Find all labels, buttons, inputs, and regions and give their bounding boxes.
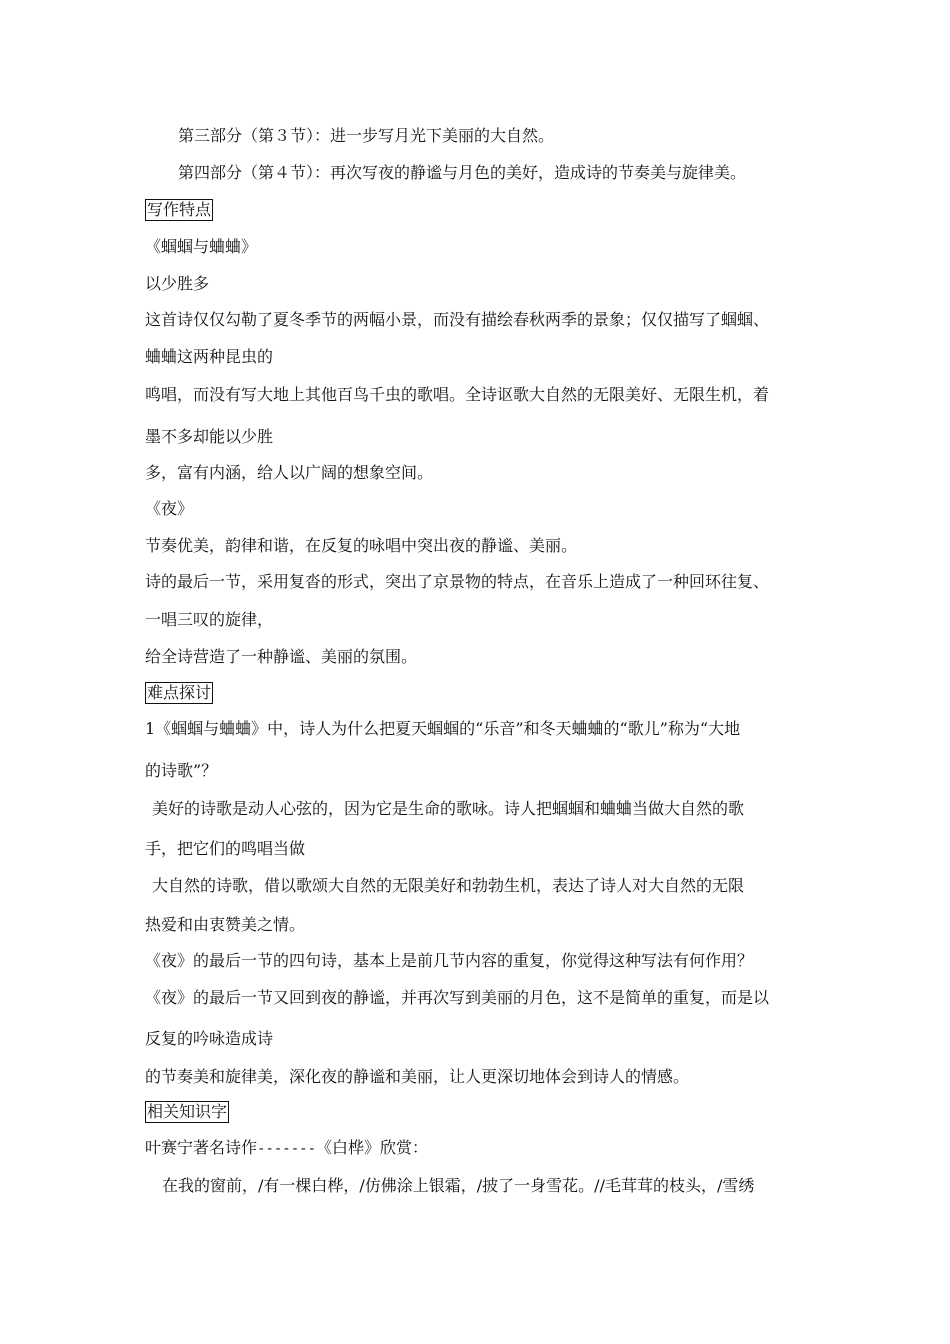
- paragraph-line: 诗的最后一节，采用复沓的形式，突出了京景物的特点，在音乐上造成了一种回环往复、: [145, 572, 770, 591]
- answer-line: 《夜》的最后一节又回到夜的静谧，并再次写到美丽的月色，这不是简单的重复，而是以: [145, 988, 770, 1007]
- paragraph-line: 第三部分（第３节）：进一步写月光下美丽的大自然。: [178, 126, 555, 145]
- paragraph-line: 一唱三叹的旋律，: [145, 610, 274, 629]
- poem-title: 《夜》: [145, 499, 194, 518]
- paragraph-line: 蛐蛐这两种昆虫的: [145, 347, 274, 366]
- paragraph-line: 墨不多却能以少胜: [145, 427, 274, 446]
- answer-line: 热爱和由衷赞美之情。: [145, 915, 306, 934]
- poem-intro-author: 叶赛宁著名诗作: [145, 1138, 258, 1157]
- answer-line: 的节奏美和旋律美，深化夜的静谧和美丽，让人更深切地体会到诗人的情感。: [145, 1067, 690, 1086]
- question-line: 的诗歌”？: [145, 761, 218, 780]
- poem-intro-dashes: -------: [257, 1141, 317, 1157]
- poem-title: 《蝈蝈与蛐蛐》: [145, 237, 258, 256]
- poem-intro-line: [145, 1137, 428, 1159]
- paragraph-line: 鸣唱，而没有写大地上其他百鸟千虫的歌唱。全诗讴歌大自然的无限美好、无限生机，着: [145, 385, 770, 404]
- answer-line: 大自然的诗歌，借以歌颂大自然的无限美好和勃勃生机，表达了诗人对大自然的无限: [152, 876, 745, 895]
- answer-line: 手，把它们的鸣唱当做: [145, 839, 306, 858]
- answer-line: 反复的吟咏造成诗: [145, 1029, 274, 1048]
- paragraph-line: 这首诗仅仅勾勒了夏冬季节的两幅小景，而没有描绘春秋两季的景象；仅仅描写了蝈蝈、: [145, 310, 770, 329]
- question-line: 1《蝈蝈与蛐蛐》中，诗人为什么把夏天蝈蝈的“乐音”和冬天蛐蛐的“歌儿”称为“大地: [145, 719, 741, 738]
- paragraph-line: 第四部分（第４节）：再次写夜的静谧与月色的美好，造成诗的节奏美与旋律美。: [178, 163, 747, 182]
- paragraph-line: 给全诗营造了一种静谧、美丽的氛围。: [145, 647, 418, 666]
- answer-line: 美好的诗歌是动人心弦的，因为它是生命的歌咏。诗人把蝈蝈和蛐蛐当做大自然的歌: [152, 799, 745, 818]
- question-line: 《夜》的最后一节的四句诗，基本上是前几节内容的重复，你觉得这种写法有何作用？: [145, 951, 754, 970]
- poem-text-line: 在我的窗前，/有一棵白桦，/仿佛涂上银霜，/披了一身雪花。//毛茸茸的枝头，/雪绣: [162, 1176, 755, 1195]
- section-heading-difficult-points: 难点探讨: [147, 683, 212, 702]
- section-heading-writing-features: 写作特点: [147, 200, 212, 219]
- paragraph-line: 节奏优美，韵律和谐，在反复的咏唱中突出夜的静谧、美丽。: [145, 536, 578, 555]
- paragraph-line: 多，富有内涵，给人以广阔的想象空间。: [145, 463, 434, 482]
- paragraph-line: 以少胜多: [145, 274, 210, 293]
- section-heading-related-knowledge: 相关知识字: [147, 1102, 228, 1121]
- poem-intro-title: 《白桦》欣赏：: [316, 1138, 429, 1157]
